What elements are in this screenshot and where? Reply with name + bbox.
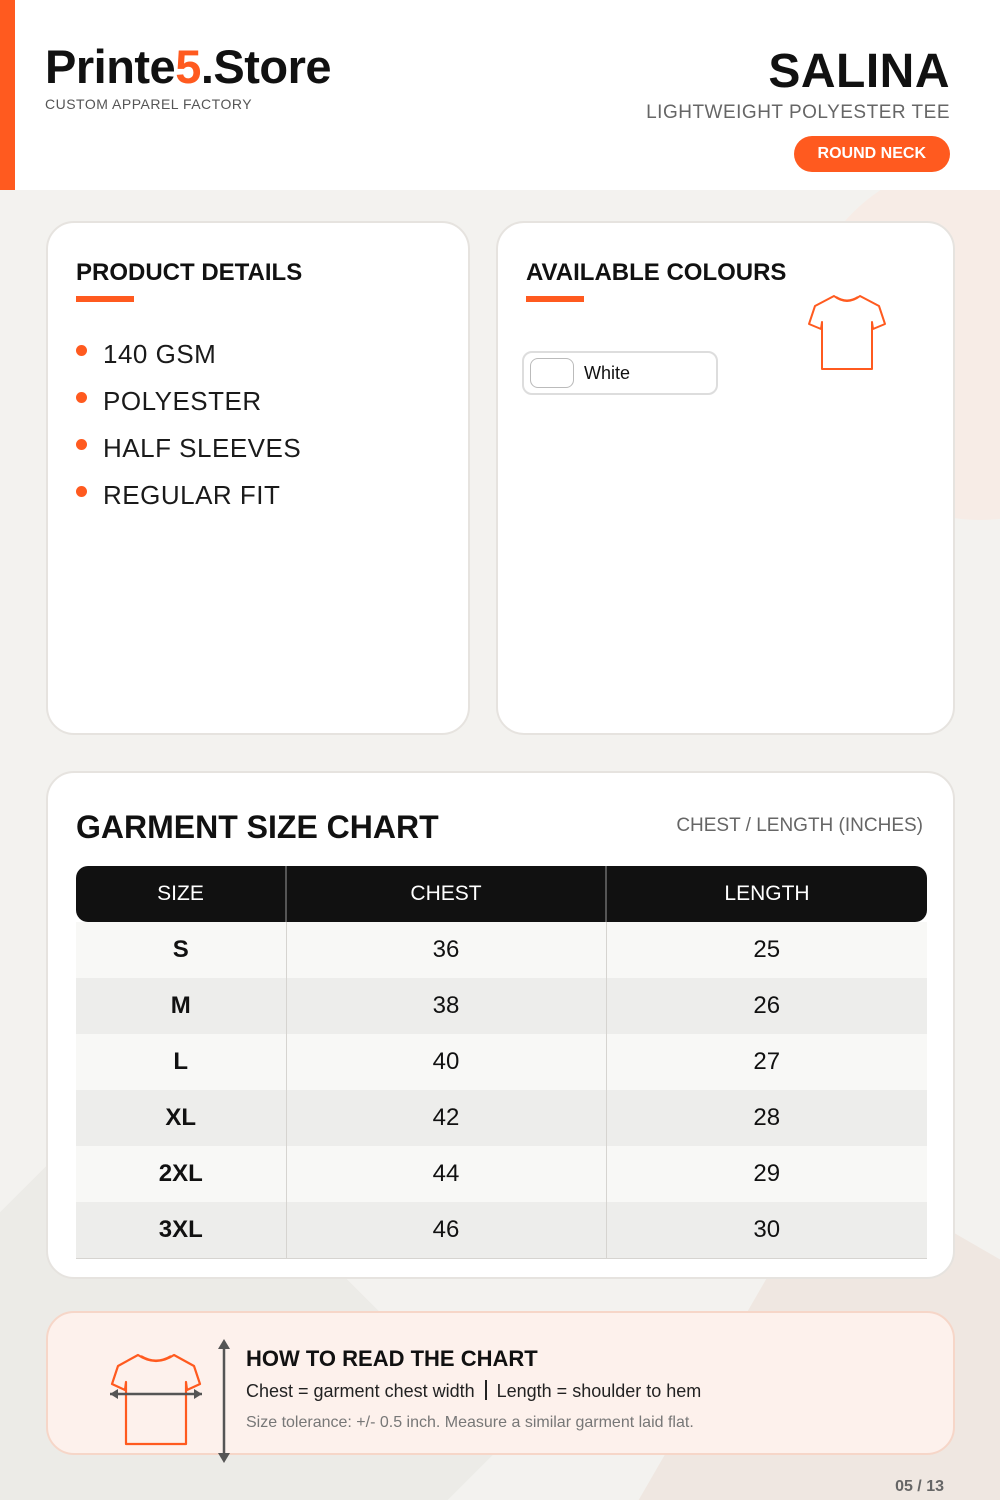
chest-cell: 44 bbox=[286, 1146, 606, 1202]
brand-name-suffix: .Store bbox=[200, 40, 332, 93]
length-cell: 27 bbox=[606, 1034, 927, 1090]
neck-type-badge: ROUND NECK bbox=[794, 136, 950, 172]
size-chart-title: GARMENT SIZE CHART bbox=[76, 809, 439, 845]
divider bbox=[485, 1380, 487, 1400]
page-number: 05 / 13 bbox=[895, 1478, 944, 1495]
product-subtitle: LIGHTWEIGHT POLYESTER TEE bbox=[646, 102, 950, 123]
table-row bbox=[76, 922, 927, 978]
bullet-dot-icon bbox=[76, 345, 87, 356]
header-size: SIZE bbox=[76, 866, 286, 922]
title-underline bbox=[76, 296, 134, 302]
size-cell: 2XL bbox=[76, 1146, 286, 1202]
product-details-title: PRODUCT DETAILS bbox=[76, 259, 303, 286]
feature-item: REGULAR FIT bbox=[76, 472, 301, 519]
tshirt-outline-icon bbox=[807, 292, 887, 374]
chest-cell: 36 bbox=[286, 922, 606, 978]
colour-chip-white[interactable] bbox=[522, 351, 718, 395]
length-definition: Length = shoulder to hem bbox=[496, 1381, 702, 1401]
page-header bbox=[0, 0, 1000, 190]
size-chart-card bbox=[46, 771, 955, 1279]
length-cell: 28 bbox=[606, 1090, 927, 1146]
colour-label: White bbox=[584, 362, 631, 383]
chest-cell: 46 bbox=[286, 1202, 606, 1258]
vertical-arrow-icon bbox=[216, 1339, 232, 1463]
feature-list bbox=[76, 331, 301, 519]
size-cell: 3XL bbox=[76, 1202, 286, 1258]
table-row bbox=[76, 1034, 927, 1090]
table-header-row bbox=[76, 866, 927, 922]
bullet-dot-icon bbox=[76, 439, 87, 450]
length-cell: 26 bbox=[606, 978, 927, 1034]
length-cell: 30 bbox=[606, 1202, 927, 1258]
table-row bbox=[76, 1202, 927, 1258]
title-underline bbox=[526, 296, 584, 302]
brand-logo-text bbox=[45, 40, 331, 94]
product-details-card bbox=[46, 221, 470, 735]
length-cell: 29 bbox=[606, 1146, 927, 1202]
size-cell: L bbox=[76, 1034, 286, 1090]
brand-name-accent: 5 bbox=[175, 40, 201, 93]
brand-name-prefix: Printe bbox=[45, 40, 176, 93]
tshirt-measure-icon bbox=[106, 1349, 206, 1449]
table-row bbox=[76, 1090, 927, 1146]
table-row bbox=[76, 1146, 927, 1202]
size-tolerance-note: Size tolerance: +/- 0.5 inch. Measure a similar garment laid flat. bbox=[246, 1414, 694, 1431]
bullet-dot-icon bbox=[76, 486, 87, 497]
bullet-dot-icon bbox=[76, 392, 87, 403]
product-heading bbox=[646, 44, 950, 172]
size-chart-unit-note: CHEST / LENGTH (INCHES) bbox=[676, 815, 923, 836]
measurement-definitions bbox=[246, 1380, 701, 1402]
chest-definition: Chest = garment chest width bbox=[246, 1381, 475, 1401]
chest-cell: 42 bbox=[286, 1090, 606, 1146]
header-accent-bar bbox=[0, 0, 15, 190]
size-cell: XL bbox=[76, 1090, 286, 1146]
product-title: SALINA bbox=[768, 45, 950, 98]
size-cell: M bbox=[76, 978, 286, 1034]
brand-tagline: CUSTOM APPAREL FACTORY bbox=[45, 96, 253, 112]
brand-block bbox=[45, 40, 331, 112]
header-length: LENGTH bbox=[606, 866, 927, 922]
feature-item: POLYESTER bbox=[76, 378, 301, 425]
how-to-read-card bbox=[46, 1311, 955, 1455]
header-chest: CHEST bbox=[286, 866, 606, 922]
chest-cell: 40 bbox=[286, 1034, 606, 1090]
chest-cell: 38 bbox=[286, 978, 606, 1034]
how-to-read-title: HOW TO READ THE CHART bbox=[246, 1346, 538, 1371]
feature-item: HALF SLEEVES bbox=[76, 425, 301, 472]
table-row bbox=[76, 978, 927, 1034]
available-colours-title: AVAILABLE COLOURS bbox=[526, 259, 787, 286]
feature-item: 140 GSM bbox=[76, 331, 301, 378]
size-cell: S bbox=[76, 922, 286, 978]
available-colours-card bbox=[496, 221, 955, 735]
size-table bbox=[76, 866, 927, 1259]
length-cell: 25 bbox=[606, 922, 927, 978]
colour-swatch bbox=[530, 358, 574, 388]
